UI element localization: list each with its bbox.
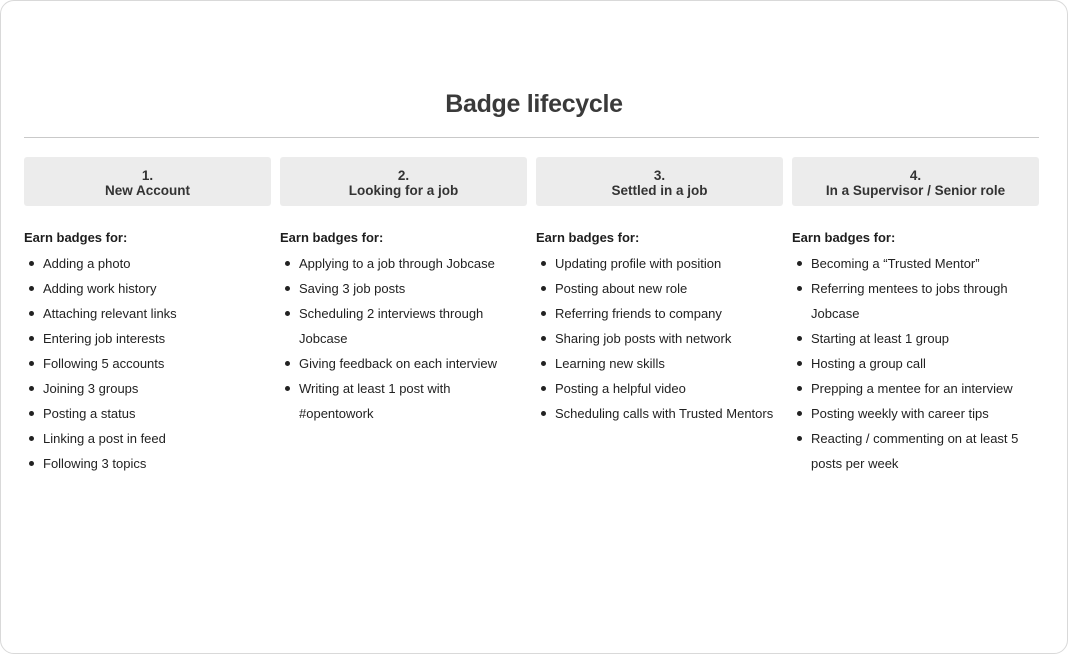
bullet-icon [29, 386, 34, 391]
stage-number: 3. [653, 168, 666, 183]
bullet-icon [541, 311, 546, 316]
stage-looking-for-job [280, 157, 527, 426]
stage-name: In a Supervisor / Senior role [825, 183, 1006, 198]
title-divider [24, 137, 1039, 138]
bullet-icon [29, 411, 34, 416]
list-item-text: Giving feedback on each interview [299, 356, 498, 371]
stage-number: 1. [141, 168, 154, 183]
stage-name: Looking for a job [348, 183, 459, 198]
bullet-icon [285, 261, 290, 266]
bullet-icon [29, 461, 34, 466]
stage-settled-in-job [536, 157, 783, 426]
list-item-text: Linking a post in feed [43, 431, 166, 446]
list-item-text: Starting at least 1 group [811, 331, 950, 346]
stage-header [280, 157, 527, 206]
badge-list [24, 251, 271, 476]
bullet-icon [285, 311, 290, 316]
bullet-icon [541, 336, 546, 341]
bullet-icon [797, 386, 802, 391]
earn-badges-label: Earn badges for: [792, 230, 896, 245]
list-item [24, 451, 271, 476]
list-item-text: Prepping a mentee for an interview [811, 381, 1013, 396]
list-item-text: Adding work history [43, 281, 157, 296]
badge-list [792, 251, 1039, 476]
list-item [536, 401, 783, 426]
list-item [24, 251, 271, 276]
bullet-icon [541, 286, 546, 291]
list-item [24, 351, 271, 376]
list-item [792, 251, 1039, 276]
list-item [792, 426, 1039, 476]
bullet-icon [29, 336, 34, 341]
list-item [24, 401, 271, 426]
list-item [792, 276, 1039, 326]
bullet-icon [541, 386, 546, 391]
list-item-text: Referring mentees to jobs through Jobcase [811, 281, 1008, 321]
badge-list [536, 251, 783, 426]
bullet-icon [29, 361, 34, 366]
list-item-text: Entering job interests [43, 331, 166, 346]
bullet-icon [29, 311, 34, 316]
bullet-icon [29, 436, 34, 441]
bullet-icon [797, 436, 802, 441]
list-item [280, 276, 527, 301]
stage-name: New Account [104, 183, 190, 198]
list-item [536, 376, 783, 401]
bullet-icon [285, 386, 290, 391]
stage-name: Settled in a job [611, 183, 708, 198]
list-item-text: Learning new skills [555, 356, 665, 371]
list-item-text: Scheduling calls with Trusted Mentors [555, 406, 774, 421]
list-item [280, 351, 527, 376]
list-item [792, 326, 1039, 351]
bullet-icon [797, 286, 802, 291]
bullet-icon [285, 361, 290, 366]
list-item-text: Adding a photo [43, 256, 131, 271]
list-item [24, 301, 271, 326]
list-item-text: Becoming a “Trusted Mentor” [811, 256, 980, 271]
bullet-icon [797, 336, 802, 341]
earn-badges-label: Earn badges for: [280, 230, 384, 245]
list-item [280, 251, 527, 276]
list-item-text: Posting weekly with career tips [811, 406, 989, 421]
list-item-text: Following 5 accounts [43, 356, 165, 371]
bullet-icon [29, 286, 34, 291]
list-item-text: Scheduling 2 interviews through Jobcase [299, 306, 484, 346]
list-item-text: Hosting a group call [811, 356, 926, 371]
page-title: Badge lifecycle [445, 90, 623, 118]
bullet-icon [541, 261, 546, 266]
list-item [536, 326, 783, 351]
bullet-icon [797, 261, 802, 266]
stage-new-account [24, 157, 271, 476]
list-item-text: Posting about new role [555, 281, 688, 296]
badge-list [280, 251, 527, 426]
list-item-text: Joining 3 groups [43, 381, 139, 396]
bullet-icon [29, 261, 34, 266]
list-item [536, 251, 783, 276]
bullet-icon [797, 411, 802, 416]
list-item [792, 376, 1039, 401]
list-item-text: Posting a helpful video [555, 381, 686, 396]
list-item [536, 351, 783, 376]
list-item-text: Posting a status [43, 406, 136, 421]
list-item-text: Writing at least 1 post with #opentowork [299, 381, 451, 421]
stage-header [24, 157, 271, 206]
list-item [536, 301, 783, 326]
bullet-icon [541, 411, 546, 416]
list-item [24, 426, 271, 451]
list-item-text: Following 3 topics [43, 456, 147, 471]
list-item-text: Attaching relevant links [43, 306, 177, 321]
stage-header [536, 157, 783, 206]
list-item [24, 376, 271, 401]
stage-supervisor-senior-role [792, 157, 1039, 476]
list-item [792, 401, 1039, 426]
list-item-text: Saving 3 job posts [299, 281, 406, 296]
bullet-icon [285, 286, 290, 291]
list-item-text: Updating profile with position [555, 256, 722, 271]
list-item [536, 276, 783, 301]
list-item [792, 351, 1039, 376]
list-item [24, 276, 271, 301]
stage-header [792, 157, 1039, 206]
bullet-icon [797, 361, 802, 366]
list-item [280, 301, 527, 351]
earn-badges-label: Earn badges for: [536, 230, 640, 245]
list-item-text: Referring friends to company [555, 306, 722, 321]
list-item-text: Sharing job posts with network [555, 331, 732, 346]
list-item [280, 376, 527, 426]
stage-number: 2. [397, 168, 410, 183]
earn-badges-label: Earn badges for: [24, 230, 128, 245]
list-item-text: Reacting / commenting on at least 5 posts per week [811, 431, 1019, 471]
bullet-icon [541, 361, 546, 366]
list-item [24, 326, 271, 351]
list-item-text: Applying to a job through Jobcase [299, 256, 495, 271]
stage-number: 4. [909, 168, 922, 183]
